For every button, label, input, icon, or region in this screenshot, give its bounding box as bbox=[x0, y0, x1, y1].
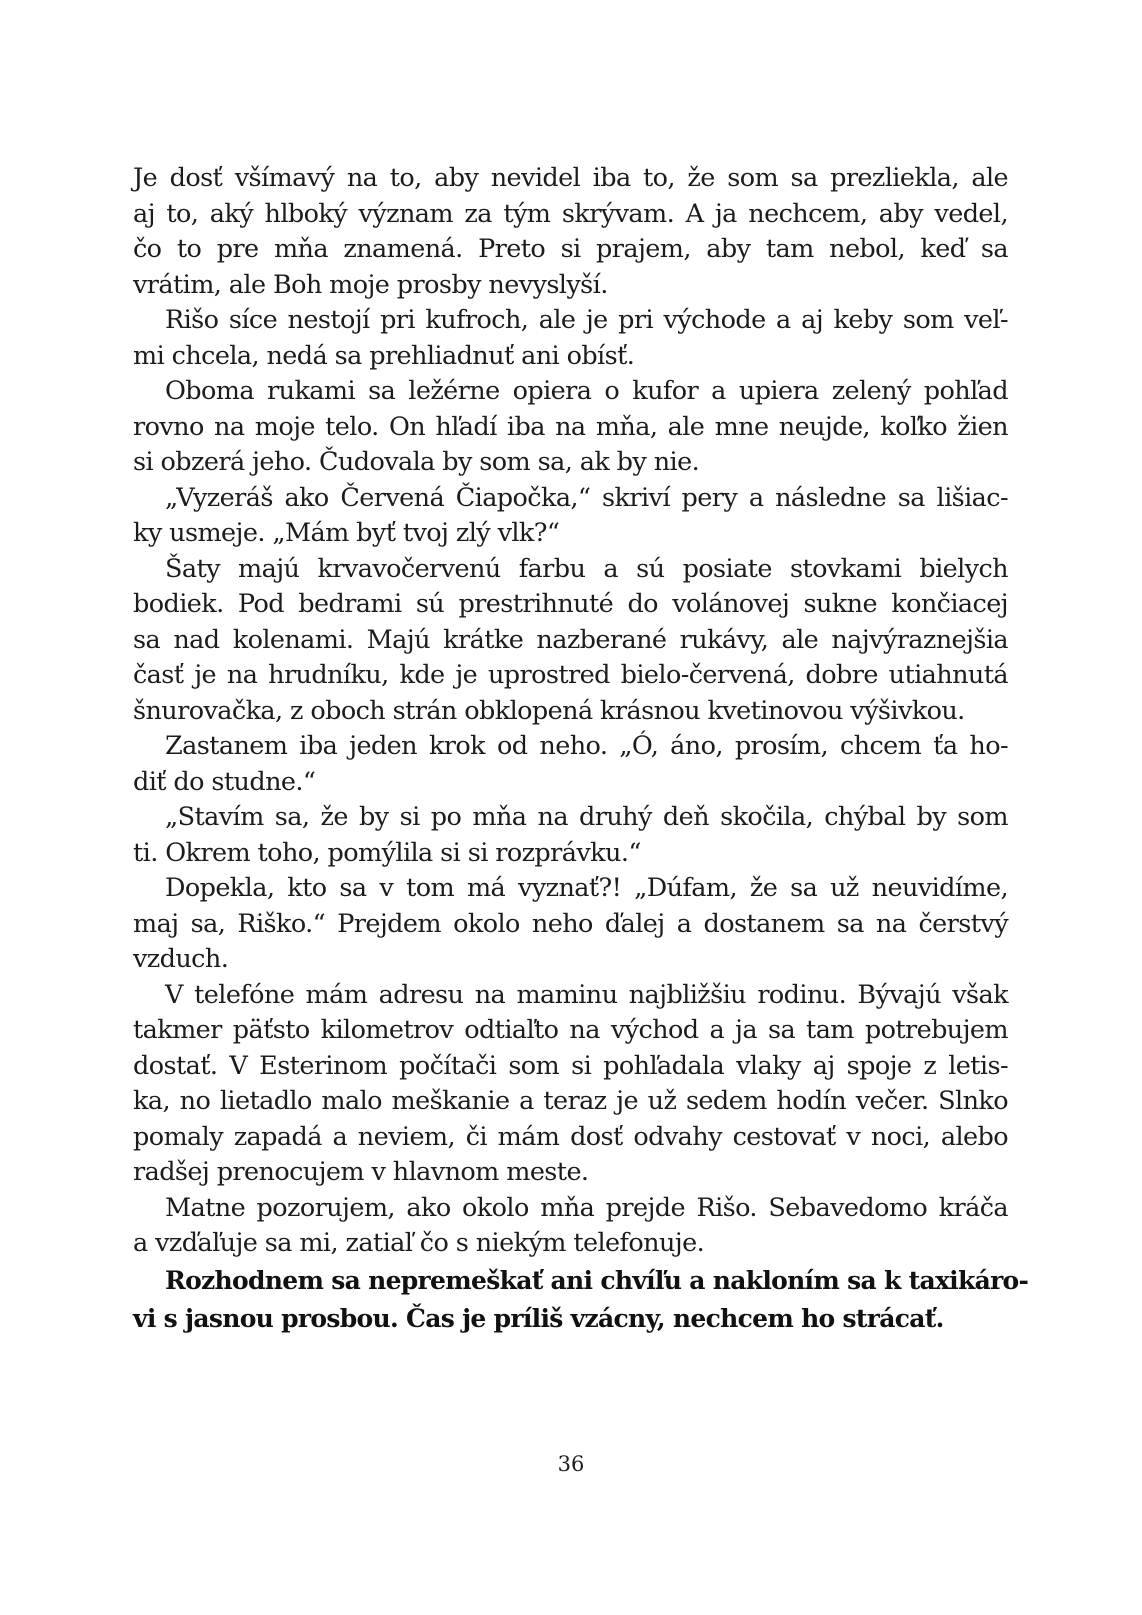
text-line: diť do studne.“ bbox=[133, 766, 316, 797]
text-line: časť je na hrudníku, kde je uprostred bielo-červená, dobre utiahnutá bbox=[133, 660, 1008, 690]
text-line: šnurovačka, z oboch strán obklopená krásnou kvetinovou výšivkou. bbox=[133, 695, 965, 726]
paragraph bbox=[133, 374, 1008, 481]
text-line: ti. Okrem toho, pomýlila si si rozprávku.“ bbox=[133, 837, 641, 868]
text-line: V telefóne mám adresu na maminu najbližšiu rodinu. Bývajú však bbox=[165, 979, 1008, 1010]
text-line: maj sa, Riško.“ Prejdem okolo neho ďalej a dostanem sa na čerstvý bbox=[133, 908, 1008, 939]
text-line: čo to pre mňa znamená. Preto si prajem, aby tam nebol, keď sa bbox=[133, 234, 1008, 264]
text-line: vi s jasnou prosbou. Čas je príliš vzácny, nechcem ho strácať. bbox=[133, 1303, 944, 1333]
text-line: Šaty majú krvavočervenú farbu a sú posiate stovkami bielych bbox=[165, 553, 1008, 584]
text-line: Dopekla, kto sa v tom má vyznať?! „Dúfam, že sa už neuvidíme, bbox=[165, 873, 1008, 903]
text-line: Matne pozorujem, ako okolo mňa prejde Rišo. Sebavedomo kráča bbox=[165, 1192, 1008, 1223]
text-line: ka, no lietadlo malo meškanie a teraz je už sedem hodín večer. Slnko bbox=[133, 1086, 1008, 1116]
text-line: rovno na moje telo. On hľadí iba na mňa, ale mne neujde, koľko žien bbox=[133, 411, 1008, 442]
text-line: vrátim, ale Boh moje prosby nevyslyší. bbox=[133, 269, 608, 300]
text-line: mi chcela, nedá sa prehliadnuť ani obísť. bbox=[133, 340, 635, 371]
paragraph bbox=[133, 800, 1008, 871]
text-line: „Vyzeráš ako Červená Čiapočka,“ skriví pery a následne sa lišiac- bbox=[165, 482, 1008, 513]
paragraph bbox=[133, 729, 1008, 800]
paragraph bbox=[133, 303, 1008, 374]
text-line: bodiek. Pod bedrami sú prestrihnuté do volánovej sukne končiacej bbox=[133, 589, 1008, 619]
paragraph bbox=[133, 161, 1008, 303]
text-line: vzduch. bbox=[133, 944, 229, 974]
paragraph bbox=[133, 871, 1008, 978]
paragraph bbox=[133, 552, 1008, 730]
text-line: radšej prenocujem v hlavnom meste. bbox=[133, 1157, 589, 1187]
paragraph bbox=[133, 481, 1008, 552]
text-line: Rozhodnem sa nepremeškať ani chvíľu a nakloním sa k taxikáro- bbox=[165, 1265, 1029, 1295]
text-line: pomaly zapadá a neviem, či mám dosť odvahy cestovať v noci, alebo bbox=[133, 1121, 1008, 1152]
text-line: si obzerá jeho. Čudovala by som sa, ak by nie. bbox=[133, 447, 700, 477]
text-line: Rišo síce nestojí pri kufroch, ale je pri východe a aj keby som veľ- bbox=[165, 305, 1008, 335]
text-line: a vzďaľuje sa mi, zatiaľ čo s niekým telefonuje. bbox=[133, 1228, 705, 1258]
body-text bbox=[133, 161, 1029, 1338]
paragraph bbox=[133, 978, 1008, 1191]
text-line: Je dosť všímavý na to, aby nevidel iba to, že som sa prezliekla, ale bbox=[133, 163, 1008, 193]
paragraph bbox=[133, 1191, 1008, 1262]
text-line: ky usmeje. „Mám byť tvoj zlý vlk?“ bbox=[133, 518, 560, 548]
page-number: 36 bbox=[557, 1452, 585, 1476]
text-line: Zastanem iba jeden krok od neho. „Ó, áno, prosím, chcem ťa ho- bbox=[165, 731, 1008, 761]
text-line: takmer päťsto kilometrov odtiaľto na východ a ja sa tam potrebujem bbox=[133, 1015, 1008, 1045]
paragraph bbox=[133, 1262, 1029, 1338]
text-line: dostať. V Esterinom počítači som si pohľadala vlaky aj spoje z letis- bbox=[133, 1050, 1008, 1081]
text-line: Oboma rukami sa ležérne opiera o kufor a upiera zelený pohľad bbox=[165, 376, 1008, 406]
text-line: sa nad kolenami. Majú krátke nazberané rukávy, ale najvýraznejšia bbox=[133, 624, 1008, 655]
text-line: aj to, aký hlboký význam za tým skrývam. A ja nechcem, aby vedel, bbox=[133, 198, 1008, 229]
text-line: „Stavím sa, že by si po mňa na druhý deň skočila, chýbal by som bbox=[165, 802, 1008, 832]
